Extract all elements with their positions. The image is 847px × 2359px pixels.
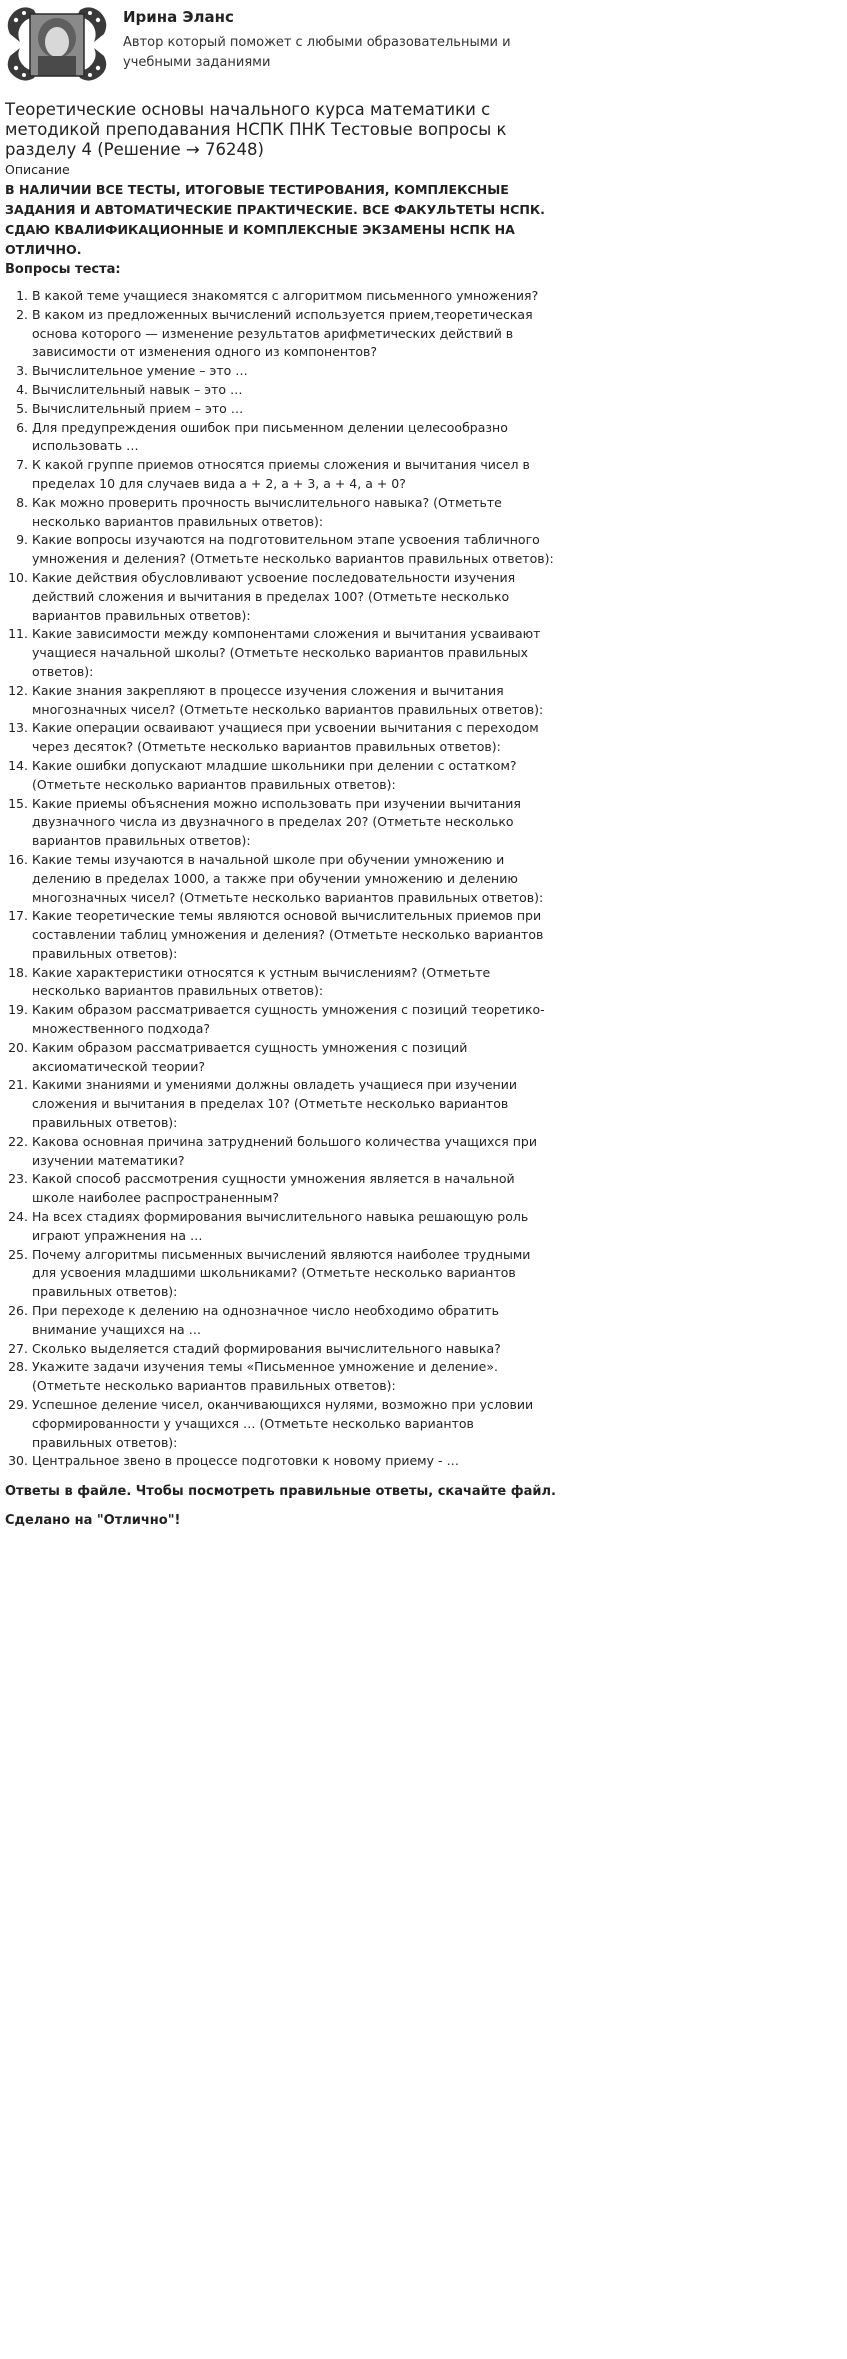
done-note: Сделано на "Отлично"! (5, 1513, 181, 1528)
answers-note: Ответы в файле. Чтобы посмотреть правильные ответы, скачайте файл. (5, 1484, 556, 1499)
question-item (0, 1452, 561, 1471)
question-text: Каким образом рассматривается сущность умножения с позиций аксиоматической теории? (32, 1039, 468, 1074)
question-number: 22. (8, 1133, 28, 1149)
question-item (0, 494, 561, 532)
question-item (0, 851, 561, 907)
question-number: 17. (8, 908, 28, 924)
question-text: К какой группе приемов относятся приемы сложения и вычитания чисел в пределах 10 для случаев вида а + 2, а + 3, а + 4, а + 0? (32, 457, 530, 491)
question-number: 10. (8, 569, 28, 585)
question-text: Успешное деление чисел, оканчивающихся нулями, возможно при условии сформированности у учащихся … (Отметьте несколько вариантов правильных ответов): (32, 1397, 534, 1450)
question-item (0, 400, 561, 419)
question-text: Сколько выделяется стадий формирования вычислительного навыка? (32, 1340, 501, 1356)
question-text: Для предупреждения ошибок при письменном делении целесообразно использовать … (32, 419, 508, 454)
author-description: Автор который поможет с любыми образовательными и учебными заданиями (123, 35, 511, 70)
question-text: Какие действия обусловливают усвоение последовательности изучения действий сложения и вычитания в пределах 100? (Отметьте несколько вариантов правильных ответов): (32, 569, 516, 623)
question-number: 15. (8, 795, 28, 811)
question-item (0, 1039, 561, 1077)
author-avatar-photo[interactable] (4, 4, 110, 84)
question-text: При переходе к делению на однозначное число необходимо обратить внимание учащихся на … (32, 1303, 499, 1337)
question-number: 4. (16, 381, 28, 397)
question-item (0, 1001, 561, 1039)
question-item (0, 964, 561, 1002)
question-item (0, 625, 561, 681)
page-title: Теоретические основы начального курса математики с методикой преподавания НСПК ПНК Тестовые вопросы к разделу 4 (Решение → 76248) (5, 100, 507, 159)
question-number: 5. (16, 400, 28, 416)
question-item (0, 757, 561, 795)
question-text: Какие приемы объяснения можно использовать при изучении вычитания двузначного числа из двузначного в пределах 20? (Отметьте несколько вариантов правильных ответов): (32, 795, 521, 849)
question-item (0, 531, 561, 569)
question-item (0, 569, 561, 625)
question-number: 13. (8, 720, 28, 736)
question-text: Какие зависимости между компонентами сложения и вычитания усваивают учащиеся начальной школы? (Отметьте несколько вариантов правильных ответов): (32, 626, 541, 679)
author-name[interactable]: Ирина Эланс (123, 8, 234, 26)
question-number: 27. (8, 1340, 28, 1356)
question-item (0, 1208, 561, 1246)
question-number: 24. (8, 1209, 28, 1225)
question-text: На всех стадиях формирования вычислительного навыка решающую роль играют упражнения на … (32, 1209, 529, 1243)
question-number: 19. (8, 1002, 28, 1018)
question-number: 21. (8, 1077, 28, 1093)
question-number: 1. (16, 288, 28, 303)
question-text: Какими знаниями и умениями должны овладеть учащиеся при изучении сложения и вычитания в пределах 10? (Отметьте несколько вариантов правильных ответов): (32, 1077, 517, 1131)
question-text: Какие теоретические темы являются основой вычислительных приемов при составлении таблиц умножения и деления? (Отметьте несколько вариантов правильных ответов): (32, 908, 544, 961)
author-card (0, 0, 561, 96)
question-item (0, 1246, 561, 1302)
question-text: Почему алгоритмы письменных вычислений являются наиболее трудными для усвоения младшими школьниками? (Отметьте несколько вариантов правильных ответов): (32, 1246, 531, 1300)
question-number: 26. (8, 1303, 28, 1319)
question-item (0, 362, 561, 381)
questions-header: Вопросы теста: (5, 262, 121, 277)
question-text: Каким образом рассматривается сущность умножения с позиций теоретико-множественного подхода? (32, 1002, 545, 1037)
question-number: 20. (8, 1039, 28, 1055)
question-text: Вычислительный навык – это … (32, 381, 243, 397)
question-item (0, 287, 561, 306)
question-item (0, 1302, 561, 1340)
question-text: В какой теме учащиеся знакомятся с алгоритмом письменного умножения? (32, 288, 539, 303)
question-text: Какие знания закрепляют в процессе изучения сложения и вычитания многозначных чисел? (Отметьте несколько вариантов правильных ответов): (32, 682, 544, 717)
question-number: 2. (16, 306, 28, 322)
question-number: 8. (16, 494, 28, 510)
question-item (0, 907, 561, 963)
question-item (0, 419, 561, 457)
question-item (0, 1358, 561, 1396)
question-item (0, 719, 561, 757)
question-number: 30. (8, 1453, 28, 1469)
question-number: 7. (16, 457, 28, 473)
question-text: Какие ошибки допускают младшие школьники при делении с остатком? (Отметьте несколько вариантов правильных ответов): (32, 757, 517, 792)
question-number: 14. (8, 757, 28, 773)
question-text: Какие операции осваивают учащиеся при усвоении вычитания с переходом через десяток? (Отметьте несколько вариантов правильных ответов): (32, 720, 539, 755)
question-number: 28. (8, 1359, 28, 1375)
question-item (0, 1396, 561, 1452)
question-text: Какова основная причина затруднений большого количества учащихся при изучении математики? (32, 1133, 537, 1168)
question-number: 18. (8, 964, 28, 980)
question-text: Какие темы изучаются в начальной школе при обучении умножению и делению в пределах 1000, а также при обучении умножению и делению многозначных чисел? (Отметьте несколько вариантов правильных ответов): (32, 851, 544, 905)
question-number: 16. (8, 851, 28, 867)
notice-text: В НАЛИЧИИ ВСЕ ТЕСТЫ, ИТОГОВЫЕ ТЕСТИРОВАНИЯ, КОМПЛЕКСНЫЕ ЗАДАНИЯ И АВТОМАТИЧЕСКИЕ ПРАКТИЧЕСКИЕ. ВСЕ ФАКУЛЬТЕТЫ НСПК. СДАЮ КВАЛИФИКАЦИОННЫЕ И КОМПЛЕКСНЫЕ ЭКЗАМЕНЫ НСПК НА ОТЛИЧНО. (5, 182, 545, 257)
question-item (0, 1170, 561, 1208)
question-text: Вычислительное умение – это … (32, 363, 248, 379)
question-number: 9. (16, 532, 28, 548)
question-item (0, 306, 561, 362)
question-text: Вычислительный прием – это … (32, 400, 244, 416)
question-text: Как можно проверить прочность вычислительного навыка? (Отметьте несколько вариантов правильных ответов): (32, 494, 502, 529)
question-number: 12. (8, 682, 28, 698)
questions-list (0, 287, 561, 1471)
question-number: 6. (16, 419, 28, 435)
question-number: 25. (8, 1246, 28, 1262)
question-item (0, 381, 561, 400)
page (0, 0, 561, 1563)
question-text: В каком из предложенных вычислений используется прием,теоретическая основа которого — изменение результатов арифметических действий в зависимости от изменения одного из компонентов? (32, 306, 533, 360)
question-item (0, 456, 561, 494)
question-text: Какие характеристики относятся к устным вычислениям? (Отметьте несколько вариантов правильных ответов): (32, 964, 491, 999)
question-text: Центральное звено в процессе подготовки к новому приему - … (32, 1453, 459, 1469)
question-item (0, 1076, 561, 1132)
description-label: Описание (5, 162, 70, 177)
question-text: Укажите задачи изучения темы «Письменное умножение и деление». (Отметьте несколько вариантов правильных ответов): (32, 1359, 498, 1394)
question-number: 3. (16, 363, 28, 379)
question-text: Какой способ рассмотрения сущности умножения является в начальной школе наиболее распространенным? (32, 1171, 515, 1206)
question-number: 29. (8, 1397, 28, 1413)
question-item (0, 795, 561, 851)
question-item (0, 682, 561, 720)
question-text: Какие вопросы изучаются на подготовительном этапе усвоения табличного умножения и деления? (Отметьте несколько вариантов правильных ответов): (32, 532, 554, 567)
question-item (0, 1133, 561, 1171)
question-number: 23. (8, 1171, 28, 1187)
question-item (0, 1340, 561, 1359)
question-number: 11. (8, 626, 28, 642)
